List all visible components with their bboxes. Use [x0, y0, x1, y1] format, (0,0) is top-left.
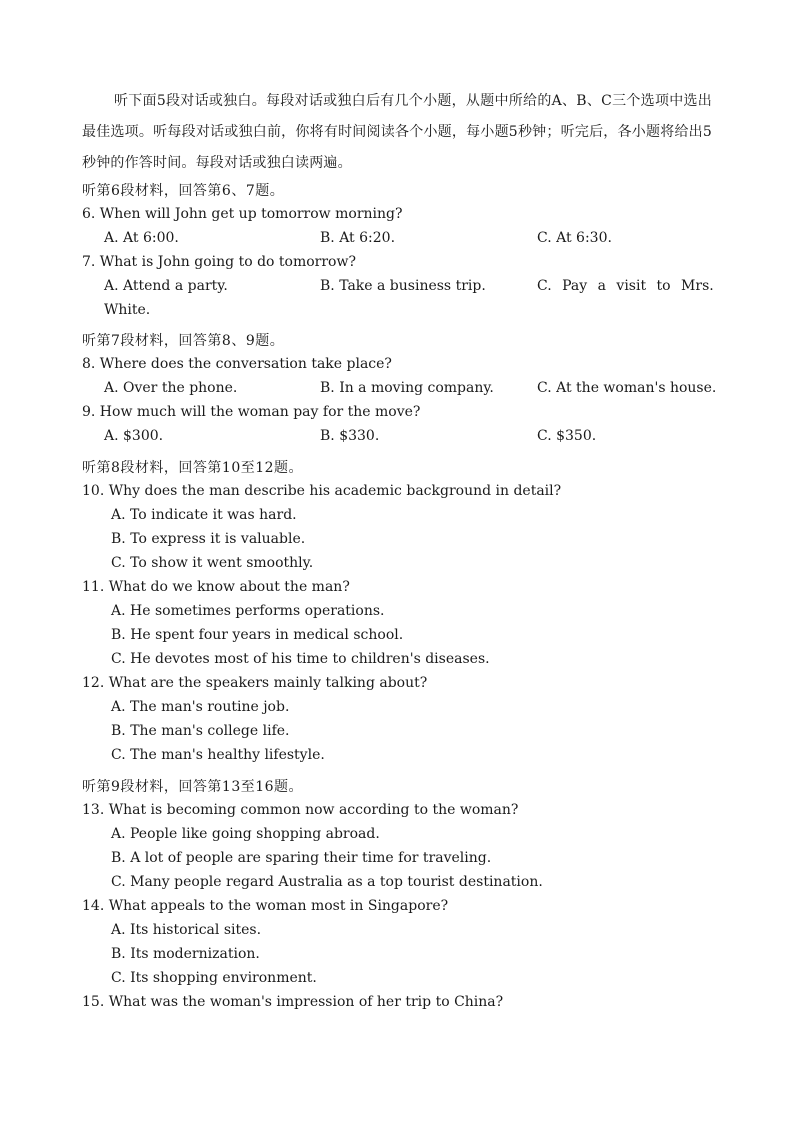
- question-11: 11. What do we know about the man?: [82, 579, 350, 595]
- question-12: 12. What are the speakers mainly talking about?: [82, 675, 428, 691]
- q11-option-c: C. He devotes most of his time to children's diseases.: [111, 651, 490, 667]
- q8-option-c: C. At the woman's house.: [537, 380, 717, 396]
- q14-option-b: B. Its modernization.: [111, 946, 260, 962]
- q12-option-b: B. The man's college life.: [111, 723, 290, 739]
- q10-option-c: C. To show it went smoothly.: [111, 555, 314, 571]
- q8-option-a: A. Over the phone.: [104, 380, 238, 396]
- q6-option-a: A. At 6:00.: [104, 230, 179, 246]
- question-10: 10. Why does the man describe his academic background in detail?: [82, 483, 562, 499]
- q8-option-b: B. In a moving company.: [320, 380, 494, 396]
- question-6: 6. When will John get up tomorrow morning?: [82, 206, 403, 222]
- q7-option-a: A. Attend a party.: [104, 278, 228, 294]
- question-9: 9. How much will the woman pay for the move?: [82, 404, 421, 420]
- q10-option-a: A. To indicate it was hard.: [111, 507, 297, 523]
- q11-option-a: A. He sometimes performs operations.: [111, 603, 385, 619]
- q12-option-c: C. The man's healthy lifestyle.: [111, 747, 325, 763]
- section-heading: 听第9段材料，回答第13至16题。: [82, 779, 304, 795]
- section-heading: 听第6段材料，回答第6、7题。: [82, 183, 285, 199]
- q7-option-c: C. Pay a visit to Mrs.: [537, 278, 714, 294]
- question-13: 13. What is becoming common now according to the woman?: [82, 802, 519, 818]
- question-15: 15. What was the woman's impression of her trip to China?: [82, 994, 504, 1010]
- q13-option-b: B. A lot of people are sparing their time for traveling.: [111, 850, 492, 866]
- q6-option-c: C. At 6:30.: [537, 230, 612, 246]
- q12-option-a: A. The man's routine job.: [111, 699, 290, 715]
- q7-option-b: B. Take a business trip.: [320, 278, 486, 294]
- q6-option-b: B. At 6:20.: [320, 230, 396, 246]
- question-7: 7. What is John going to do tomorrow?: [82, 254, 356, 270]
- section-heading: 听第7段材料，回答第8、9题。: [82, 333, 285, 349]
- q11-option-b: B. He spent four years in medical school.: [111, 627, 404, 643]
- q10-option-b: B. To express it is valuable.: [111, 531, 306, 547]
- question-14: 14. What appeals to the woman most in Singapore?: [82, 898, 449, 914]
- q14-option-c: C. Its shopping environment.: [111, 970, 317, 986]
- listening-instructions: 听下面5段对话或独白。每段对话或独白后有几个小题，从题中所给的A、B、C三个选项中选出最佳选项。听每段对话或独白前，你将有时间阅读各个小题，每小题5秒钟；听完后，各小题将给出5秒钟的作答时间。每段对话或独白读两遍。: [82, 93, 712, 171]
- q9-option-b: B. $330.: [320, 428, 380, 444]
- question-8: 8. Where does the conversation take place?: [82, 356, 392, 372]
- q13-option-c: C. Many people regard Australia as a top tourist destination.: [111, 874, 543, 890]
- q7-option-c-continued: White.: [104, 302, 151, 318]
- q9-option-c: C. $350.: [537, 428, 597, 444]
- q14-option-a: A. Its historical sites.: [111, 922, 262, 938]
- section-heading: 听第8段材料，回答第10至12题。: [82, 460, 304, 476]
- q13-option-a: A. People like going shopping abroad.: [111, 826, 380, 842]
- q9-option-a: A. $300.: [104, 428, 164, 444]
